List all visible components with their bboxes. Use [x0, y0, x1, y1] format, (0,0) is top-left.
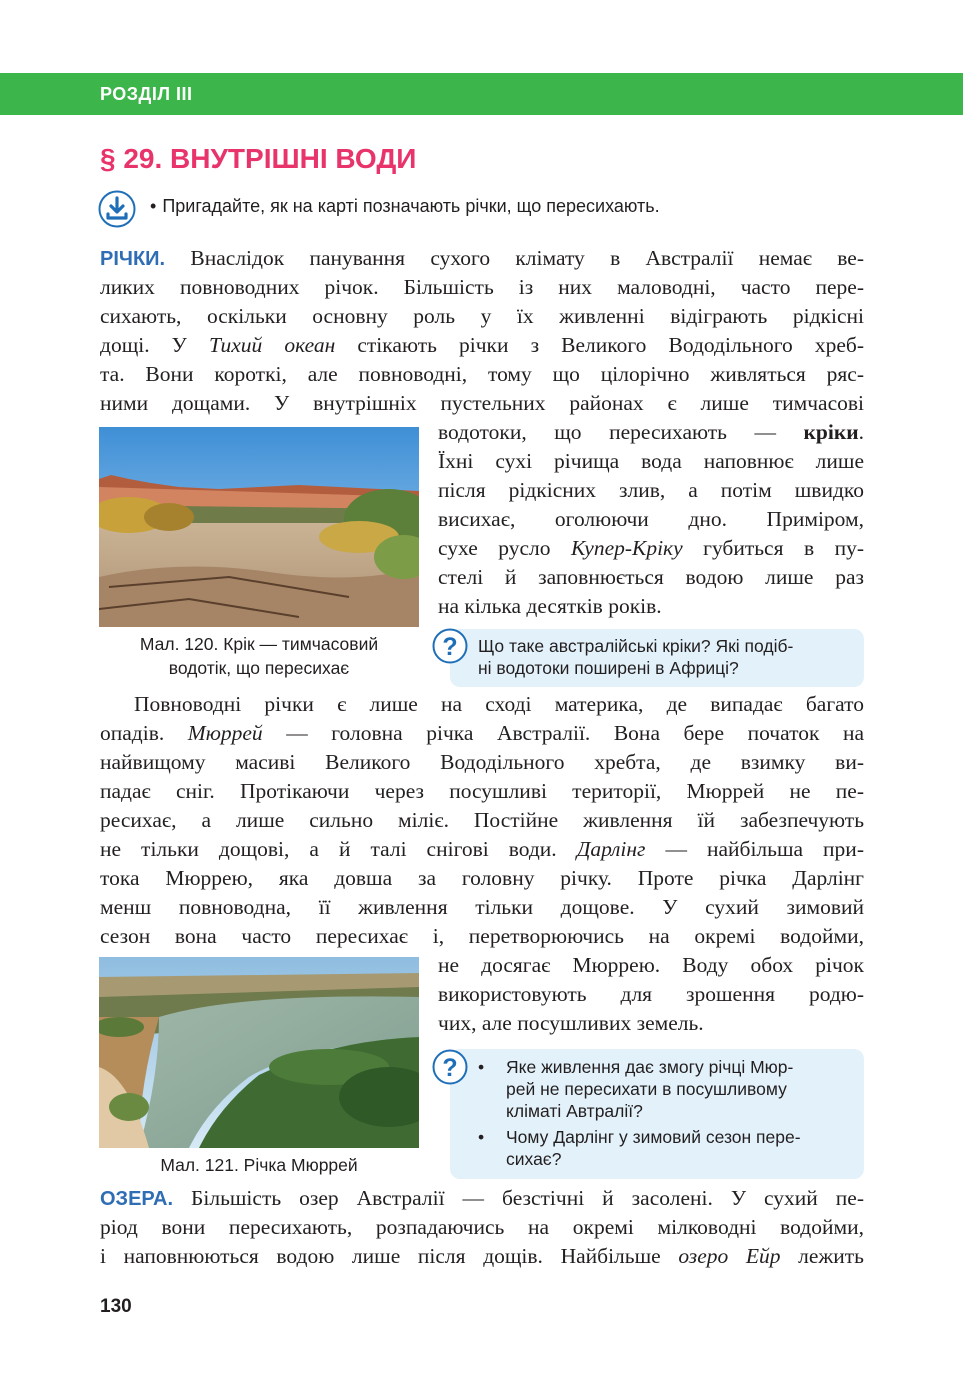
term-darling: Дарлінг — [576, 837, 646, 861]
recall-text: Пригадайте, як на карті позначають річки, що пересихають. — [162, 196, 660, 216]
text: і наповнюються водою лише після дощів. Найбільше — [100, 1244, 679, 1268]
text: дощі. У — [100, 333, 209, 357]
text-line: менш повноводна, її живлення тільки дощове. У сухий зимовий — [100, 895, 864, 919]
text-line: ресихає, а лише сильно міліє. Постійне живлення їй забезпечують — [100, 808, 864, 832]
bullet: • — [478, 1127, 485, 1147]
creek-photo — [99, 427, 419, 627]
question-line: кліматі Автралії? — [506, 1101, 643, 1121]
question-icon — [432, 628, 468, 664]
text: опадів. — [100, 721, 188, 745]
text: Більшість озер Австралії — безстічні й засолені. У сухий пе- — [191, 1186, 865, 1210]
text-line: висихає, оголюючи дно. Приміром, — [438, 507, 864, 531]
text-line: ликих повноводних річок. Більшість із них маловодні, часто пере- — [100, 275, 864, 299]
svg-text:?: ? — [442, 633, 458, 661]
question-icon — [432, 1049, 468, 1085]
text-line: використовують для зрошення родю- — [438, 982, 864, 1006]
text-line: після рідкісних злив, а потім швидко — [438, 478, 864, 502]
question-line: ні водотоки поширені в Африці? — [478, 658, 739, 678]
term-creeks: кріки — [803, 420, 859, 444]
caption-line: Мал. 120. Крік — тимчасовий — [139, 634, 379, 654]
text: не тільки дощові, а й талі снігові води. — [100, 837, 577, 861]
term-lake-eyre: озеро Ейр — [678, 1244, 781, 1268]
lakes-heading: ОЗЕРА. — [100, 1188, 174, 1210]
text-line: тока Мюррею, яка довша за головну річку. Проте річка Дарлінг — [100, 866, 864, 890]
rivers-heading: РІЧКИ. — [100, 248, 166, 270]
caption-line: водотік, що пересихає — [168, 658, 350, 678]
text-line: ріод вони пересихають, розпадаючись на окремі мілководні водойми, — [100, 1215, 864, 1239]
text-line — [438, 534, 864, 563]
text-line: на кілька десятків років. — [438, 594, 662, 618]
text-line — [438, 418, 864, 447]
svg-text:?: ? — [442, 1054, 458, 1082]
question-line: сихає? — [506, 1149, 562, 1169]
bullet: • — [478, 1057, 485, 1077]
text: Внаслідок панування сухого клімату в Австралії немає ве- — [190, 246, 865, 270]
text-line — [100, 719, 864, 748]
download-icon — [98, 190, 136, 228]
recall-question — [150, 196, 660, 217]
text: — найбільша при- — [645, 837, 864, 861]
question-line: Що таке австралійські кріки? Які подіб- — [478, 636, 794, 656]
bullet: • — [150, 196, 157, 216]
text-line: Повноводні річки є лише на сході материка, де випадає багато — [134, 692, 864, 716]
question-line: Чому Дарлінг у зимовий сезон пере- — [506, 1127, 801, 1147]
figure-121-caption: Мал. 121. Річка Мюррей — [160, 1155, 358, 1175]
text: водотоки, що пересихають — — [438, 420, 804, 444]
text: — головна річка Австралії. Вона бере початок на — [262, 721, 864, 745]
text-line — [100, 1242, 864, 1271]
text-line: Їхні сухі річища вода наповнює лише — [438, 449, 864, 473]
text: . — [858, 420, 864, 444]
term-cooper-creek: Купер-Кріку — [570, 536, 683, 560]
text-line: найвищому масиві Великого Вододільного хребта, де взимку ви- — [100, 750, 864, 774]
question-box-2 — [450, 1049, 864, 1179]
text-line: сихають, оскільки основну роль у їх живленні відіграють рідкісні — [100, 304, 864, 328]
page-number: 130 — [100, 1296, 132, 1317]
question-line: Яке живлення дає змогу річці Мюр- — [506, 1057, 794, 1077]
text-line: ними дощами. У внутрішніх пустельних районах є лише тимчасові — [100, 391, 864, 415]
term-pacific-ocean: Тихий океан — [209, 333, 336, 357]
text-line: падає сніг. Протікаючи через посушливі території, Мюррей не пе- — [100, 779, 864, 803]
text: сухе русло — [438, 536, 571, 560]
question-box-1 — [450, 629, 864, 687]
text-line: не досягає Мюррею. Воду обох річок — [438, 953, 864, 977]
section-label: РОЗДІЛ ІІІ — [100, 84, 193, 104]
text-line — [100, 835, 864, 864]
figure-120-caption — [99, 632, 419, 680]
text-line — [100, 1184, 864, 1214]
text-line: чих, але посушливих земель. — [438, 1011, 704, 1035]
page-title: § 29. ВНУТРІШНІ ВОДИ — [100, 143, 417, 174]
question-line: рей не пересихати в посушливому — [506, 1079, 787, 1099]
text-line: стелі й заповнюється водою лише раз — [438, 565, 864, 589]
murray-river-photo — [99, 957, 419, 1148]
text-line: сезон вона часто пересихає і, перетворюючись на окремі водойми, — [100, 924, 864, 948]
text: губиться в пу- — [682, 536, 864, 560]
term-murray: Мюррей — [187, 721, 263, 745]
text-line — [100, 331, 864, 360]
text-line — [100, 244, 864, 274]
text-line: та. Вони короткі, але повноводні, тому що цілорічно живляться ряс- — [100, 362, 864, 386]
text: лежить — [780, 1244, 864, 1268]
text: стікають річки з Великого Вододільного хреб- — [335, 333, 864, 357]
